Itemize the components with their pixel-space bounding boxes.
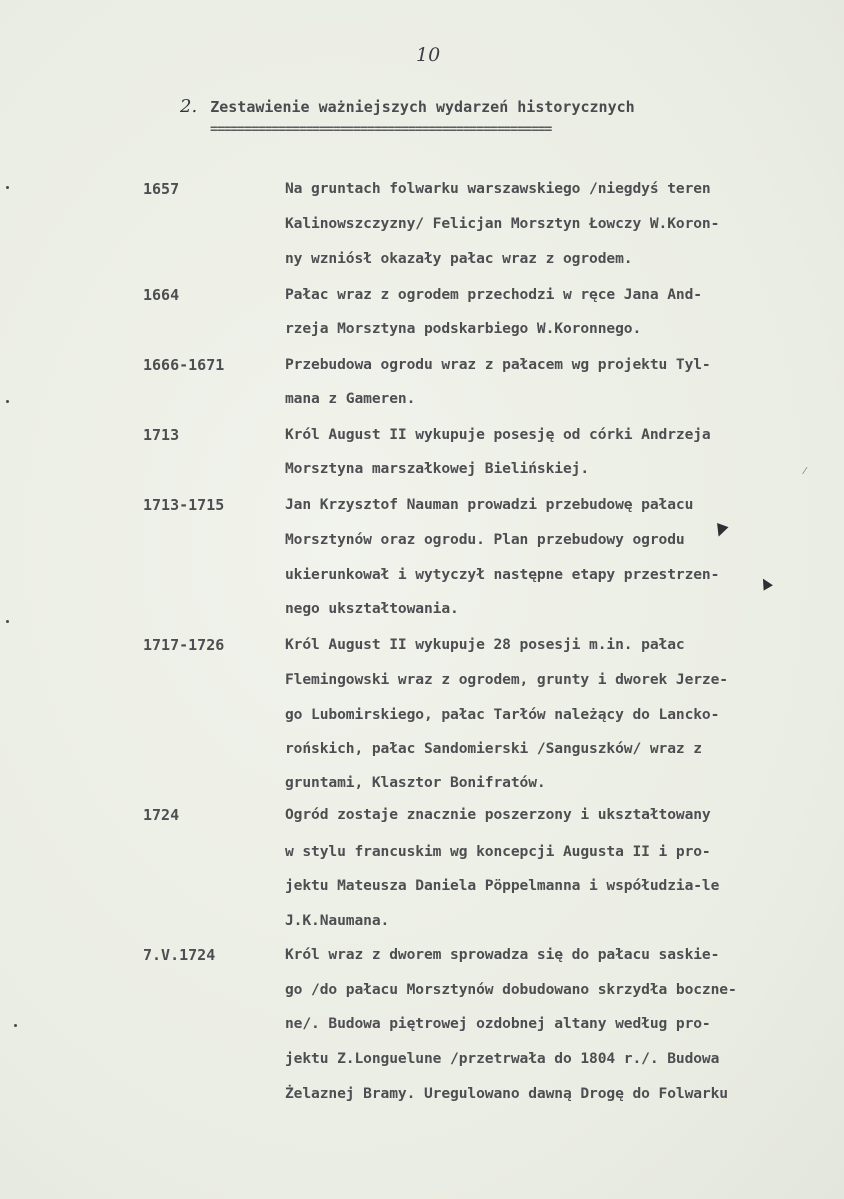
entry-year: 1664	[143, 286, 180, 304]
entry-text-line: Na gruntach folwarku warszawskiego /niegdyś teren	[285, 180, 711, 197]
entry-text-line: Król August II wykupuje 28 posesji m.in. pałac	[285, 636, 685, 653]
entry-text-line: rońskich, pałac Sandomierski /Sanguszków/ wraz z	[285, 740, 702, 757]
pen-mark-icon: ▼	[712, 518, 731, 541]
entry-text-line: Król wraz z dworem sprowadza się do pałacu saskie-	[285, 946, 720, 963]
entry-year: 1666-1671	[143, 356, 225, 374]
page-number: 10	[416, 44, 441, 66]
entry-text-line: ne/. Budowa piętrowej ozdobnej altany według pro-	[285, 1015, 711, 1032]
margin-speck	[6, 186, 9, 189]
entry-year: 1657	[143, 180, 180, 198]
entry-text-line: jektu Mateusza Daniela Pöppelmanna i współudzia-le	[285, 877, 720, 894]
entry-text-line: Żelaznej Bramy. Uregulowano dawną Drogę do Folwarku	[285, 1085, 728, 1102]
margin-speck	[14, 1024, 17, 1027]
entry-text-line: Ogród zostaje znacznie poszerzony i ukształtowany	[285, 806, 711, 823]
entry-text-line: Król August II wykupuje posesję od córki Andrzeja	[285, 426, 711, 443]
entry-text-line: gruntami, Klasztor Bonifratów.	[285, 774, 546, 791]
entry-text-line: J.K.Naumana.	[285, 912, 390, 929]
entry-year: 1724	[143, 806, 180, 824]
entry-text-line: nego ukształtowania.	[285, 600, 459, 617]
entry-text-line: Morsztynów oraz ogrodu. Plan przebudowy ogrodu	[285, 531, 685, 548]
pen-mark-icon: ▲	[756, 573, 775, 593]
entry-text-line: ukierunkował i wytyczył następne etapy przestrzen-	[285, 566, 720, 583]
pen-mark-icon: ⁄	[804, 466, 806, 477]
entry-text-line: Przebudowa ogrodu wraz z pałacem wg projektu Tyl-	[285, 356, 711, 373]
entry-year: 1717-1726	[143, 636, 225, 654]
entry-text-line: Morsztyna marszałkowej Bielińskiej.	[285, 460, 590, 477]
entry-text-line: go Lubomirskiego, pałac Tarłów należący do Lancko-	[285, 706, 720, 723]
section-heading	[180, 96, 635, 117]
entry-year: 1713	[143, 426, 180, 444]
margin-speck	[6, 620, 9, 623]
entry-text-line: rzeja Morsztyna podskarbiego W.Koronnego.	[285, 320, 642, 337]
section-title: Zestawienie ważniejszych wydarzeń historycznych	[210, 98, 635, 116]
margin-speck	[6, 400, 9, 403]
section-number: 2.	[180, 96, 198, 117]
entry-text-line: Jan Krzysztof Nauman prowadzi przebudowę pałacu	[285, 496, 694, 513]
heading-underline: ==================================================	[210, 122, 552, 137]
entry-year: 1713-1715	[143, 496, 225, 514]
entry-text-line: jektu Z.Longuelune /przetrwała do 1804 r./. Budowa	[285, 1050, 720, 1067]
entry-text-line: Pałac wraz z ogrodem przechodzi w ręce Jana And-	[285, 286, 702, 303]
entry-text-line: go /do pałacu Morsztynów dobudowano skrzydła boczne-	[285, 981, 737, 998]
entry-text-line: mana z Gameren.	[285, 390, 416, 407]
entry-text-line: ny wzniósł okazały pałac wraz z ogrodem.	[285, 250, 633, 267]
entry-text-line: Kalinowszczyzny/ Felicjan Morsztyn Łowczy W.Koron-	[285, 215, 720, 232]
entry-text-line: w stylu francuskim wg koncepcji Augusta II i pro-	[285, 843, 711, 860]
entry-text-line: Flemingowski wraz z ogrodem, grunty i dworek Jerze-	[285, 671, 728, 688]
entry-year: 7.V.1724	[143, 946, 216, 964]
